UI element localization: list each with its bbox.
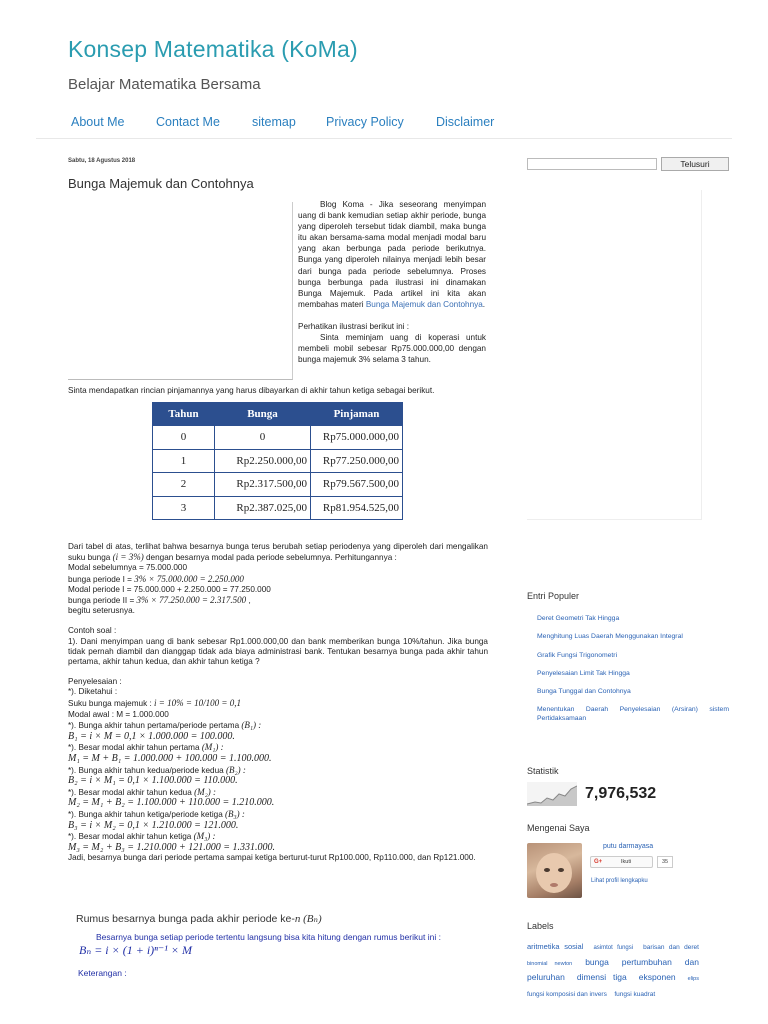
sol-math: M₃ = M₂ + B₃ = 1.210.000 + 121.000 = 1.331.000. <box>68 841 275 853</box>
sol-line: *). Besar modal akhir tahun ketiga (M₃) : <box>68 831 216 842</box>
popular-item[interactable]: Deret Geometri Tak Hingga <box>537 615 620 622</box>
table-cell: Rp81.954.525,00 <box>311 496 403 520</box>
table-header: Pinjaman <box>311 403 403 426</box>
follow-label: Ikuti <box>621 859 632 865</box>
sol-math: B₂ = i × M₁ = 0,1 × 1.100.000 = 110.000. <box>68 775 238 787</box>
search-button[interactable]: Telusuri <box>661 157 729 171</box>
label-link[interactable]: eksponen <box>638 972 676 982</box>
popular-item[interactable]: Bunga Tunggal dan Contohnya <box>537 688 631 696</box>
table-cell: 0 <box>215 426 311 450</box>
table-cell: Rp79.567.500,00 <box>311 473 403 497</box>
table-cell: 0 <box>153 426 215 450</box>
post-intro: Blog Koma - Jika seseorang menyimpan uang di bank kemudian setiap akhir periode, bunga yang diperoleh tersebut tidak diambil, maka bunga itu akan bersama-sama modal menjadi modal baru yang akan berbunga pada periode berikutnya. Bunga yang diperoleh nilainya menjadi lebih besar dari bunga pada periode sebelumnya. Proses bunga berbunga pada ilustrasi ini dinamakan Bunga Majemuk. Pada artikel ini kita akan membahas materi Bunga Majemuk dan Contohnya. Perhatikan ilustrasi berikut ini : Sinta meminjam uang di koperasi untuk membeli mobil sebesar Rp75.000.000,00 dengan bunga majemuk 3% selama 3 tahun. <box>298 200 486 365</box>
example-title: Contoh soal : <box>68 626 117 636</box>
label-link[interactable]: asimtot fungsi <box>593 945 634 951</box>
label-link[interactable]: binomial newton <box>527 960 573 967</box>
label-link[interactable]: bunga <box>585 956 609 967</box>
label-link[interactable]: pertumbuhan <box>621 956 672 967</box>
intro-paragraph-2: Perhatikan ilustrasi berikut ini : <box>298 321 410 331</box>
calc-line: bunga periode I = 3% × 75.000.000 = 2.250.000 <box>68 573 244 584</box>
table-cell: 2 <box>153 473 215 497</box>
post-body <box>68 542 488 864</box>
stats-graph-icon <box>527 782 577 806</box>
nav-about-me[interactable]: About Me <box>71 115 125 129</box>
table-row <box>153 473 403 497</box>
labels-title: Labels <box>527 921 554 931</box>
table-cell: Rp2.317.500,00 <box>215 473 311 497</box>
label-link[interactable]: fungsi komposisi dan invers <box>527 990 607 998</box>
sol-math: B₁ = i × M = 0,1 × 1.000.000 = 100.000. <box>68 730 235 742</box>
table-row <box>153 496 403 520</box>
sol-line: *). Besar modal akhir tahun kedua (M₂) : <box>68 786 216 797</box>
nav-privacy-policy[interactable]: Privacy Policy <box>326 115 404 129</box>
nav-disclaimer[interactable]: Disclaimer <box>436 115 495 129</box>
sol-math: B₃ = i × M₂ = 0,1 × 1.210.000 = 121.000. <box>68 819 239 831</box>
profile-name[interactable]: putu darmayasa <box>603 843 654 850</box>
search-input[interactable] <box>527 158 657 170</box>
label-link[interactable]: elips <box>687 976 699 982</box>
calc-line: bunga periode II = 3% × 77.250.000 = 2.317.500 , <box>68 595 251 606</box>
popular-item[interactable]: Grafik Fungsi Trigonometri <box>537 651 618 659</box>
table-cell: Rp2.250.000,00 <box>215 449 311 473</box>
explanation: Dari tabel di atas, terlihat bahwa besarnya bunga terus berubah setiap periodenya yang diperoleh dari mengalikan suku bunga (i = 3%) dengan besarnya modal pada periode sebelumnya. Perhitungannya : <box>68 542 488 563</box>
solution-title: Penyelesaian : <box>68 677 122 687</box>
label-link[interactable]: dimensi tiga <box>576 972 627 982</box>
popular-list <box>537 615 729 734</box>
top-nav <box>36 107 732 139</box>
google-plus-icon: G+ <box>594 859 603 865</box>
labels-cloud <box>527 939 702 1000</box>
formula-math: Bₙ = i × (1 + i)ⁿ⁻¹ × M <box>79 943 192 957</box>
keterangan-label: Keterangan : <box>78 968 127 978</box>
label-link[interactable]: dan <box>684 956 699 967</box>
math-inline: (i = 3%) <box>112 552 144 563</box>
example-text: 1). Dani menyimpan uang di bank sebesar Rp1.000.000,00 dan bank memberikan bunga 10%/tahun. Jika bunga tidak pernah diambil dan dianggap tidak ada biaya administrasi bank. Tentukan besarnya bunga pada akhir tahun pertama, akhir tahun kedua, dan akhir tahun ketiga ? <box>68 636 488 667</box>
blog-description: Belajar Matematika Bersama <box>68 76 261 93</box>
intro-tail: Sinta mendapatkan rincian pinjamannya yang harus dibayarkan di akhir tahun ketiga sebagai berikut. <box>68 386 435 395</box>
follow-button[interactable] <box>590 856 653 868</box>
popular-item[interactable]: Menghitung Luas Daerah Menggunakan Integral <box>537 633 683 641</box>
sol-math: M₂ = M₁ + B₂ = 1.100.000 + 110.000 = 1.210.000. <box>68 797 275 809</box>
sol-line: *). Bunga akhir tahun kedua/periode kedua (B₂) : <box>68 764 246 775</box>
calc-line: Modal sebelumnya = 75.000.000 <box>68 563 188 573</box>
table-header-row <box>153 403 403 426</box>
blog-title[interactable]: Konsep Matematika (KoMa) <box>68 36 358 62</box>
post-date: Sabtu, 18 Agustus 2018 <box>68 158 136 164</box>
popular-title: Entri Populer <box>527 591 580 601</box>
label-link[interactable]: peluruhan <box>527 972 565 982</box>
blog-header <box>68 36 358 93</box>
sol-line: *). Diketahui : <box>68 687 118 697</box>
label-link[interactable]: barisan dan deret <box>643 944 699 951</box>
label-link[interactable]: aritmetika sosial <box>527 942 584 951</box>
table-cell: 1 <box>153 449 215 473</box>
nav-sitemap[interactable]: sitemap <box>252 115 296 129</box>
table-row <box>153 426 403 450</box>
conclusion: Jadi, besarnya bunga dari periode pertama sampai ketiga berturut-turut Rp100.000, Rp110.000, dan Rp121.000. <box>68 853 476 863</box>
formula-heading: Rumus besarnya bunga pada akhir periode ke-n (Bₙ) <box>76 913 322 925</box>
sol-math: M₁ = M + B₁ = 1.000.000 + 100.000 = 1.100.000. <box>68 753 272 764</box>
formula-description: Besarnya bunga setiap periode tertentu langsung bisa kita hitung dengan rumus berikut ini : <box>96 932 441 942</box>
post-image <box>68 202 293 380</box>
about-title: Mengenai Saya <box>527 823 590 833</box>
sol-line: *). Bunga akhir tahun ketiga/periode ketiga (B₃) : <box>68 808 245 819</box>
table-header: Bunga <box>215 403 311 426</box>
post-title[interactable]: Bunga Majemuk dan Contohnya <box>68 176 254 191</box>
stats-count: 7,976,532 <box>585 785 657 802</box>
profile-link[interactable]: Lihat profil lengkapku <box>591 878 648 884</box>
popular-item[interactable]: Menentukan Daerah Penyelesaian (Arsiran) sistem Pertidaksamaan <box>537 706 729 723</box>
loan-table <box>152 402 403 520</box>
sol-line: *). Besar modal akhir tahun pertama (M₁) : <box>68 742 224 753</box>
table-cell: Rp75.000.000,00 <box>311 426 403 450</box>
table-cell: Rp2.387.025,00 <box>215 496 311 520</box>
nav-contact-me[interactable]: Contact Me <box>156 115 220 129</box>
ad-area <box>527 190 702 520</box>
sol-line: *). Bunga akhir tahun pertama/periode pertama (B₁) : <box>68 720 262 731</box>
calc-line: Modal periode I = 75.000.000 + 2.250.000 = 77.250.000 <box>68 584 271 594</box>
table-cell: Rp77.250.000,00 <box>311 449 403 473</box>
stats-title: Statistik <box>527 766 559 776</box>
calc-line: begitu seterusnya. <box>68 606 135 616</box>
label-link[interactable]: fungsi kuadrat <box>614 990 656 998</box>
table-row <box>153 449 403 473</box>
table-header: Tahun <box>153 403 215 426</box>
popular-item[interactable]: Penyelesaian Limit Tak Hingga <box>537 669 630 677</box>
intro-paragraph-1: Blog Koma - Jika seseorang menyimpan uang di bank kemudian setiap akhir periode, bunga yang diperoleh tersebut tidak diambil, maka bunga itu akan bersama-sama modal menjadi modal baru yang akan berbunga pada periode berikutnya. Bunga yang diperoleh nilainya menjadi lebih besar dari bunga pada periode sebelumnya. Proses bunga berbunga pada ilustrasi ini dinamakan Bunga Majemuk. Pada artikel ini kita akan membahas materi <box>298 200 486 309</box>
table-cell: 3 <box>153 496 215 520</box>
intro-link[interactable]: Bunga Majemuk dan Contohnya <box>365 299 483 309</box>
sol-line: Modal awal : M = 1.000.000 <box>68 709 169 719</box>
sol-line: Suku bunga majemuk : i = 10% = 10/100 = 0,1 <box>68 698 241 709</box>
follow-count: 35 <box>657 856 673 868</box>
avatar[interactable] <box>527 843 582 898</box>
intro-paragraph-3: Sinta meminjam uang di koperasi untuk membeli mobil sebesar Rp75.000.000,00 dengan bunga majemuk 3% selama 3 tahun. <box>298 333 486 365</box>
